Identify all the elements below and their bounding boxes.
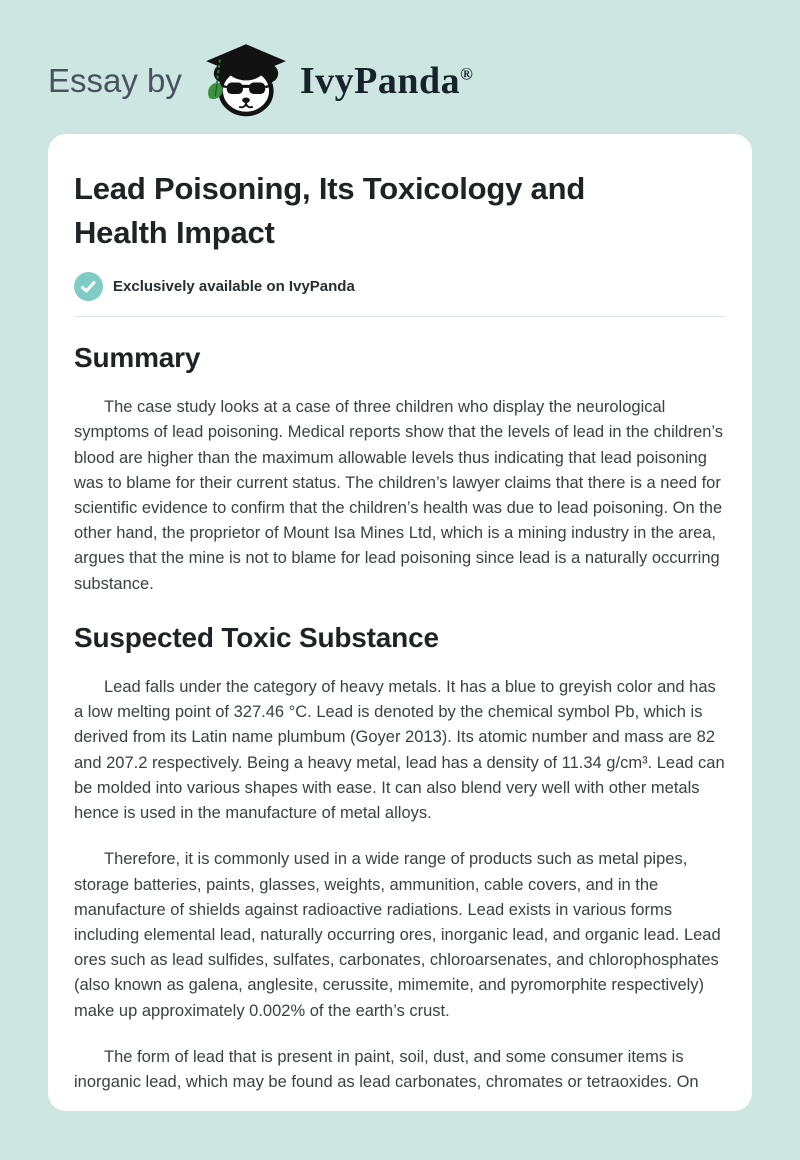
toxic-substance-paragraph-1: Lead falls under the category of heavy metals. It has a blue to greyish color and has a low melting point of 327.46 °C. Lead is denoted by the chemical symbol Pb, which is derived from its Latin name plumbum (Goyer 2013). Its atomic number and mass are 82 and 207.2 respectively. Being a heavy metal, lead has a density of 11.34 g/cm³. Lead can be molded into various shapes with ease. It can also blend very well with other metals hence is used in the manufacture of metal alloys. [74, 677, 725, 823]
section-heading-suspected-toxic-substance: Suspected Toxic Substance [74, 621, 439, 653]
essay-card [48, 134, 752, 1111]
availability-badge [74, 272, 726, 301]
summary-paragraph: The case study looks at a case of three children who display the neurological symptoms of lead poisoning. Medical reports show that the levels of lead in the children’s blood are higher than the maximum allowable levels thus indicating that lead poisoning was to blame for their current status. The children’s lawyer claims that there is a need for scientific evidence to confirm that the children’s health was due to lead poisoning. On the other hand, the proprietor of Mount Isa Mines Ltd, which is a mining industry in the area, argues that the mine is not to blame for lead poisoning since lead is a naturally occurring substance. [74, 398, 724, 593]
check-icon [74, 272, 103, 301]
brand-wordmark [300, 59, 473, 103]
section-heading-summary: Summary [74, 342, 201, 374]
toxic-substance-paragraph-2: Therefore, it is commonly used in a wide range of products such as metal pipes, storage batteries, paints, glasses, weights, ammunition, cable covers, and in the manufacture of shields against radioactive radiations. Lead exists in various forms including elemental lead, naturally occurring ores, inorganic lead, and organic lead. Lead ores such as lead sulfides, sulfates, carbonates, chloroarsenates, and chlorophosphates (also known as galena, anglesite, cerussite, mimemite, and pyromorphite respectively) make up approximately 0.002% of the earth’s crust. [74, 850, 721, 1020]
availability-text: Exclusively available on IvyPanda [113, 278, 355, 296]
essay-by-label: Essay by [48, 62, 182, 99]
brand-name: IvyPanda [299, 60, 461, 102]
page-header [0, 0, 800, 124]
panda-graduate-icon [200, 42, 292, 120]
essay-title: Lead Poisoning, Its Toxicology and Health Impact [74, 171, 586, 251]
registered-mark: ® [460, 64, 474, 84]
toxic-substance-paragraph-3: The form of lead that is present in paint, soil, dust, and some consumer items is inorganic lead, which may be found as lead carbonates, chromates or tetraoxides. On [74, 1047, 699, 1092]
ivypanda-logo[interactable] [200, 42, 473, 120]
divider [74, 316, 726, 317]
